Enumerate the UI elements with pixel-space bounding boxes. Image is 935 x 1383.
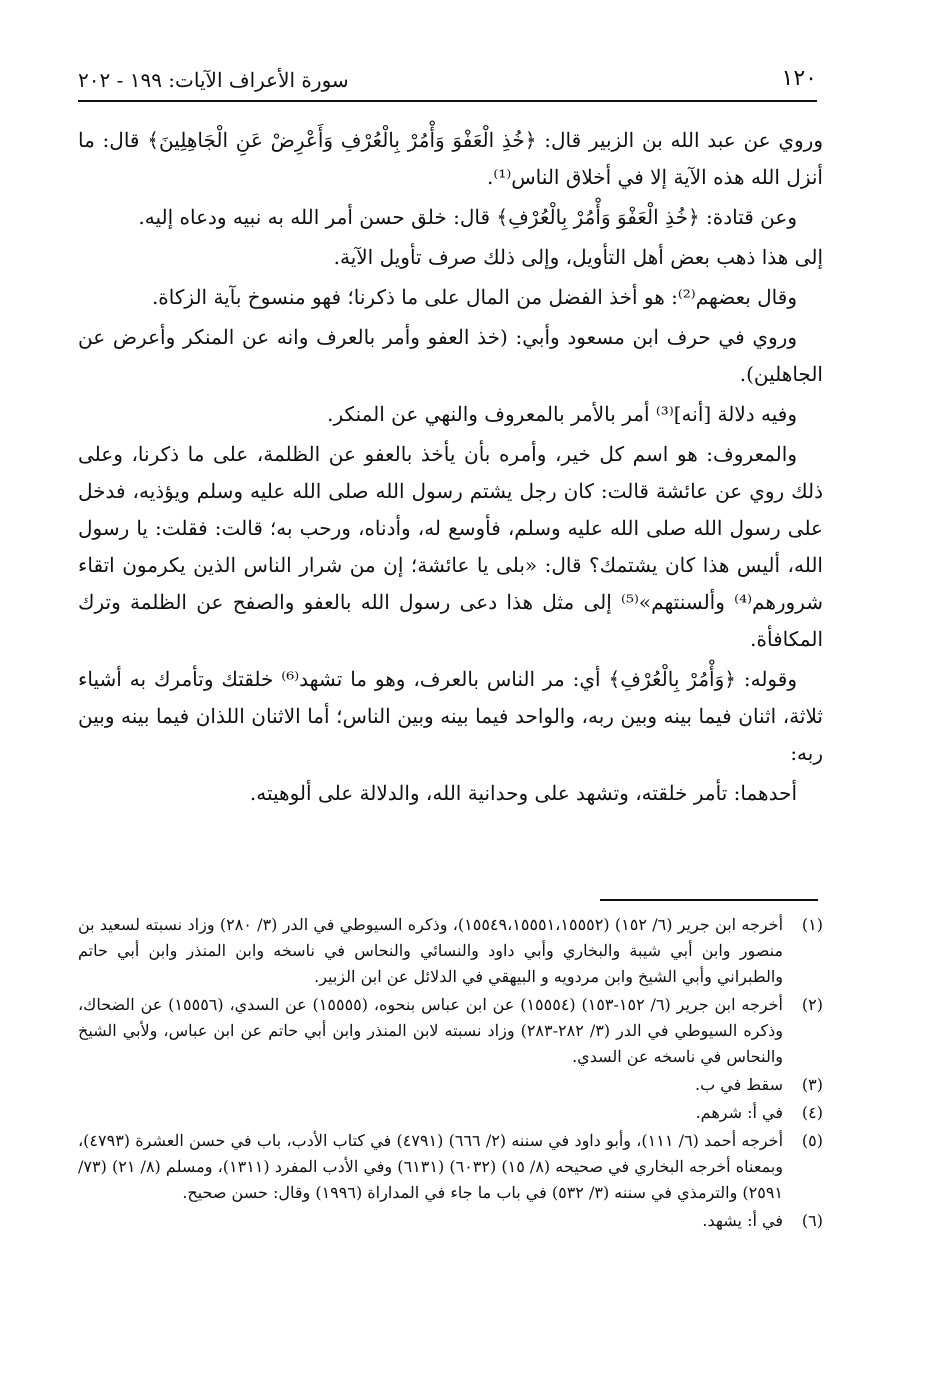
footnote: [78, 912, 823, 990]
paragraph: وقال بعضهم⁽²⁾: هو أخذ الفضل من المال على ما ذكرنا؛ فهو منسوخ بآية الزكاة.: [151, 285, 797, 309]
page-number: ١٢٠: [781, 66, 817, 91]
footnote-number: (١): [801, 915, 823, 934]
footnote-text: أخرجه ابن جرير (٦/ ١٥٢-١٥٣) (١٥٥٥٤) عن ابن عباس بنحوه، (١٥٥٥٥) عن السدي، (١٥٥٥٦) عن الضحاك، وذكره السيوطي في الدر (٣/ ٢٨٢-٢٨٣) وزاد نسبته لابن المنذر وابن أبي حاتم عن ابن عباس، ولأبي الشيخ والنحاس في ناسخه عن السدي.: [78, 995, 784, 1066]
main-text: [78, 122, 823, 812]
paragraph: وروي في حرف ابن مسعود وأبي: (خذ العفو وأمر بالعرف وانه عن المنكر وأعرض عن الجاهلين).: [78, 325, 823, 386]
footnote-text: أخرجه أحمد (٦/ ١١١)، وأبو داود في سننه (٢/ ٦٦٦) (٤٧٩١) في كتاب الأدب، باب في حسن العشرة (٤٧٩٣)، وبمعناه أخرجه البخاري في صحيحه (٨/ ١٥) (٦٠٣٢) (٦١٣١) وفي الأدب المفرد (١٣١١)، ومسلم (٨/ ٢١) (٧٣/ ٢٥٩١) والترمذي في سننه (٣/ ٥٣٢) في باب ما جاء في المداراة (١٩٩٦) وقال: حسن صحيح.: [78, 1131, 784, 1202]
footnote-number: (٢): [801, 995, 823, 1014]
footnote-separator: [600, 899, 818, 901]
running-title: سورة الأعراف الآيات: ١٩٩ - ٢٠٢: [78, 68, 349, 92]
footnotes: [78, 912, 823, 1236]
footnote: [78, 1072, 823, 1098]
paragraph: وقوله: ﴿وَأْمُرْ بِالْعُرْفِ﴾ أي: مر الناس بالعرف، وهو ما تشهد⁽⁶⁾ خلقتك وتأمرك به أشياء ثلاثة، اثنان فيما بينه وبين ربه، والواحد فيما بينه وبين الناس؛ أما الاثنان اللذان فيما بينه وبين ربه:: [78, 667, 823, 765]
footnote-text: في أ: يشهد.: [702, 1211, 783, 1230]
page-header: [78, 60, 817, 102]
footnote: [78, 992, 823, 1070]
footnote: [78, 1208, 823, 1234]
footnote-number: (٣): [801, 1075, 823, 1094]
footnote: [78, 1100, 823, 1126]
paragraph: أحدهما: تأمر خلقته، وتشهد على وحدانية الله، والدلالة على ألوهيته.: [249, 781, 797, 805]
paragraph: وروي عن عبد الله بن الزبير قال: ﴿خُذِ الْعَفْوَ وَأْمُرْ بِالْعُرْفِ وَأَعْرِضْ عَنِ الْجَاهِلِينَ﴾ قال: ما أنزل الله هذه الآية إلا في أخلاق الناس⁽¹⁾.: [78, 128, 823, 189]
paragraph: إلى هذا ذهب بعض أهل التأويل، وإلى ذلك صرف تأويل الآية.: [333, 245, 823, 269]
footnote-text: أخرجه ابن جرير (٦/ ١٥٢) (١٥٥٤٩،١٥٥٥١،١٥٥٥٢)، وذكره السيوطي في الدر (٣/ ٢٨٠) وزاد نسبته لسعيد بن منصور وابن أبي شيبة والبخاري وأبي داود والنسائي والنحاس في ناسخه وابن المنذر وابن أبي حاتم والطبراني وأبي الشيخ وابن مردويه و البيهقي في الدلائل عن ابن الزبير.: [78, 915, 784, 986]
paragraph: وعن قتادة: ﴿خُذِ الْعَفْوَ وَأْمُرْ بِالْعُرْفِ﴾ قال: خلق حسن أمر الله به نبيه ودعاه إليه.: [138, 205, 797, 229]
footnote-number: (٦): [801, 1211, 823, 1230]
footnote-text: في أ: شرهم.: [695, 1103, 783, 1122]
footnote-number: (٥): [801, 1131, 823, 1150]
footnote-text: سقط في ب.: [695, 1075, 783, 1094]
footnote: [78, 1128, 823, 1206]
footnote-number: (٤): [801, 1103, 823, 1122]
paragraph: والمعروف: هو اسم كل خير، وأمره بأن يأخذ بالعفو عن الظلمة، على ما ذكرنا، وعلى ذلك روي عن عائشة قالت: كان رجل يشتم رسول الله صلى الله عليه وسلم ويؤذيه، فدخل على رسول الله صلى الله عليه وسلم، فأوسع له، وأدناه، ورحب به؛ قالت: فقلت: يا رسول الله، أليس هذا كان يشتمك؟ قال: «بلى يا عائشة؛ إن من شرار الناس الذين يكرمون اتقاء شرورهم⁽⁴⁾ وألسنتهم»⁽⁵⁾ إلى مثل هذا دعى رسول الله بالعفو والصفح عن الظلمة وترك المكافأة.: [78, 442, 823, 651]
paragraph: وفيه دلالة [أنه]⁽³⁾ أمر بالأمر بالمعروف والنهي عن المنكر.: [327, 402, 797, 426]
